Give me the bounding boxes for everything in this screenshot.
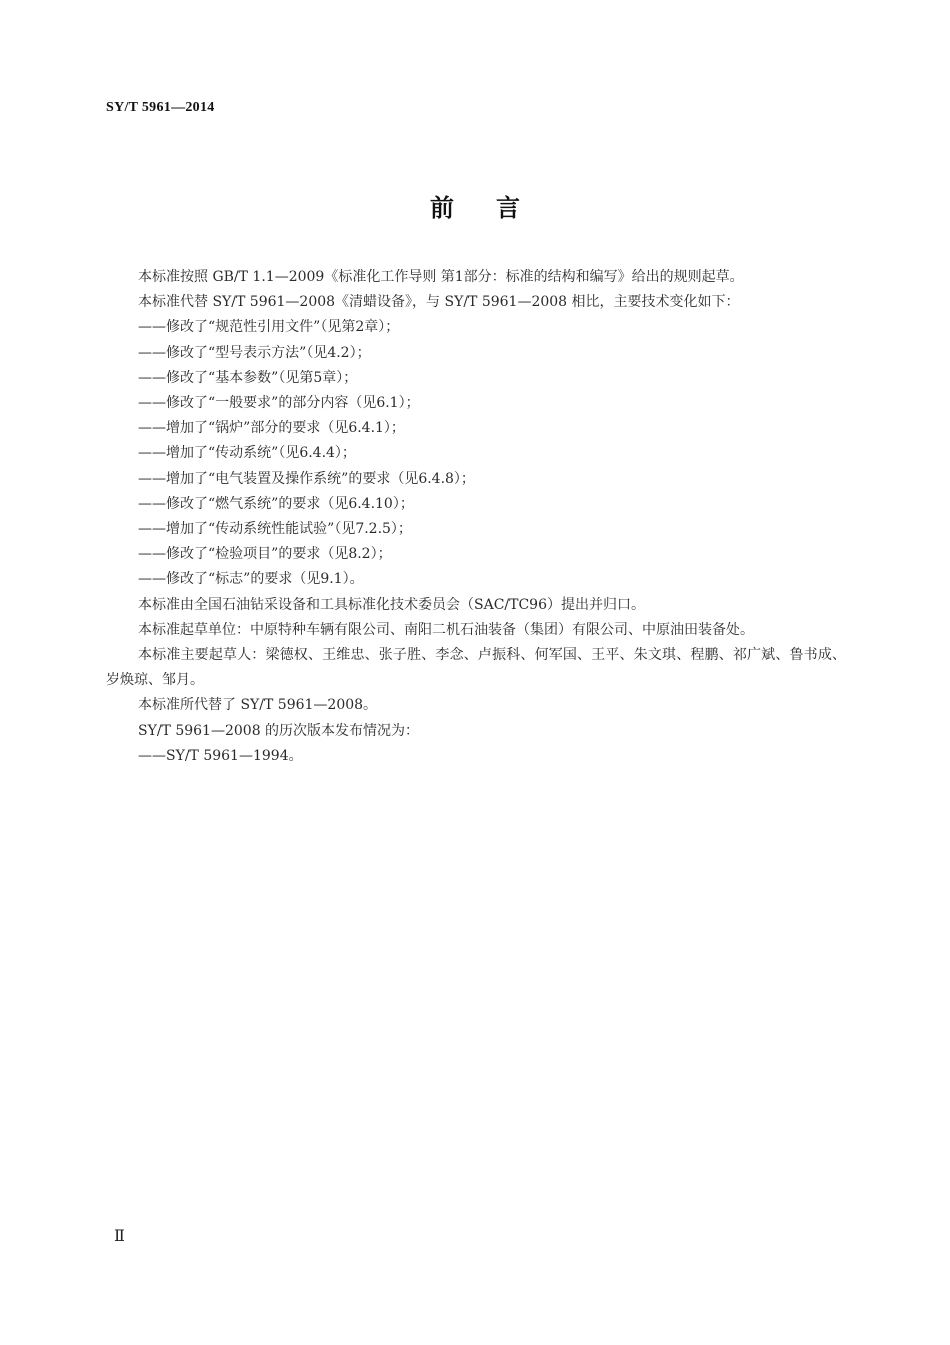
list-item: ——修改了“规范性引用文件”（见第2章）； <box>138 319 400 336</box>
standard-code-header: SY/T 5961—2014 <box>106 100 215 115</box>
list-item: ——修改了“一般要求”的部分内容（见6.1）； <box>138 395 420 412</box>
list-item: ——修改了“基本参数”（见第5章）； <box>138 369 358 386</box>
changes-list <box>106 315 846 592</box>
page-number: Ⅱ <box>114 1228 125 1245</box>
page-title: 前言 <box>430 194 562 222</box>
history-item: ——SY/T 5961—1994。 <box>138 747 303 764</box>
paragraph-drafting-units: 本标准起草单位：中原特种车辆有限公司、南阳二机石油装备（集团）有限公司、中原油田装备处。 <box>138 621 754 638</box>
list-item: ——增加了“传动系统性能试验”（见7.2.5）； <box>138 521 412 538</box>
paragraph-superseded: 本标准所代替了 SY/T 5961—2008。 <box>138 697 378 714</box>
list-item: ——修改了“燃气系统”的要求（见6.4.10）； <box>138 495 414 512</box>
list-item: ——增加了“传动系统”（见6.4.4）； <box>138 445 356 462</box>
paragraph-replacement: 本标准代替 SY/T 5961—2008《清蜡设备》，与 SY/T 5961—2008 相比，主要技术变化如下： <box>138 294 740 311</box>
list-item: ——增加了“锅炉”部分的要求（见6.4.1）； <box>138 420 405 437</box>
paragraph-proposer: 本标准由全国石油钻采设备和工具标准化技术委员会（SAC/TC96）提出并归口。 <box>138 596 645 613</box>
paragraph-drafting-rules: 本标准按照 GB/T 1.1—2009《标准化工作导则 第1部分：标准的结构和编写》给出的规则起草。 <box>138 269 744 285</box>
foreword-body <box>106 265 846 769</box>
list-item: ——修改了“检验项目”的要求（见8.2）； <box>138 546 392 563</box>
paragraph-history-intro: SY/T 5961—2008 的历次版本发布情况为： <box>138 722 420 739</box>
list-item: ——增加了“电气装置及操作系统”的要求（见6.4.8）； <box>138 470 475 487</box>
list-item: ——修改了“标志”的要求（见9.1）。 <box>138 571 364 588</box>
list-item: ——修改了“型号表示方法”（见4.2）； <box>138 344 371 361</box>
paragraph-drafters: 本标准主要起草人：梁德权、王维忠、张子胜、李念、卢振科、何军国、王平、朱文琪、程鹏、祁广斌、鲁书成、岁焕琼、邹月。 <box>106 647 846 689</box>
